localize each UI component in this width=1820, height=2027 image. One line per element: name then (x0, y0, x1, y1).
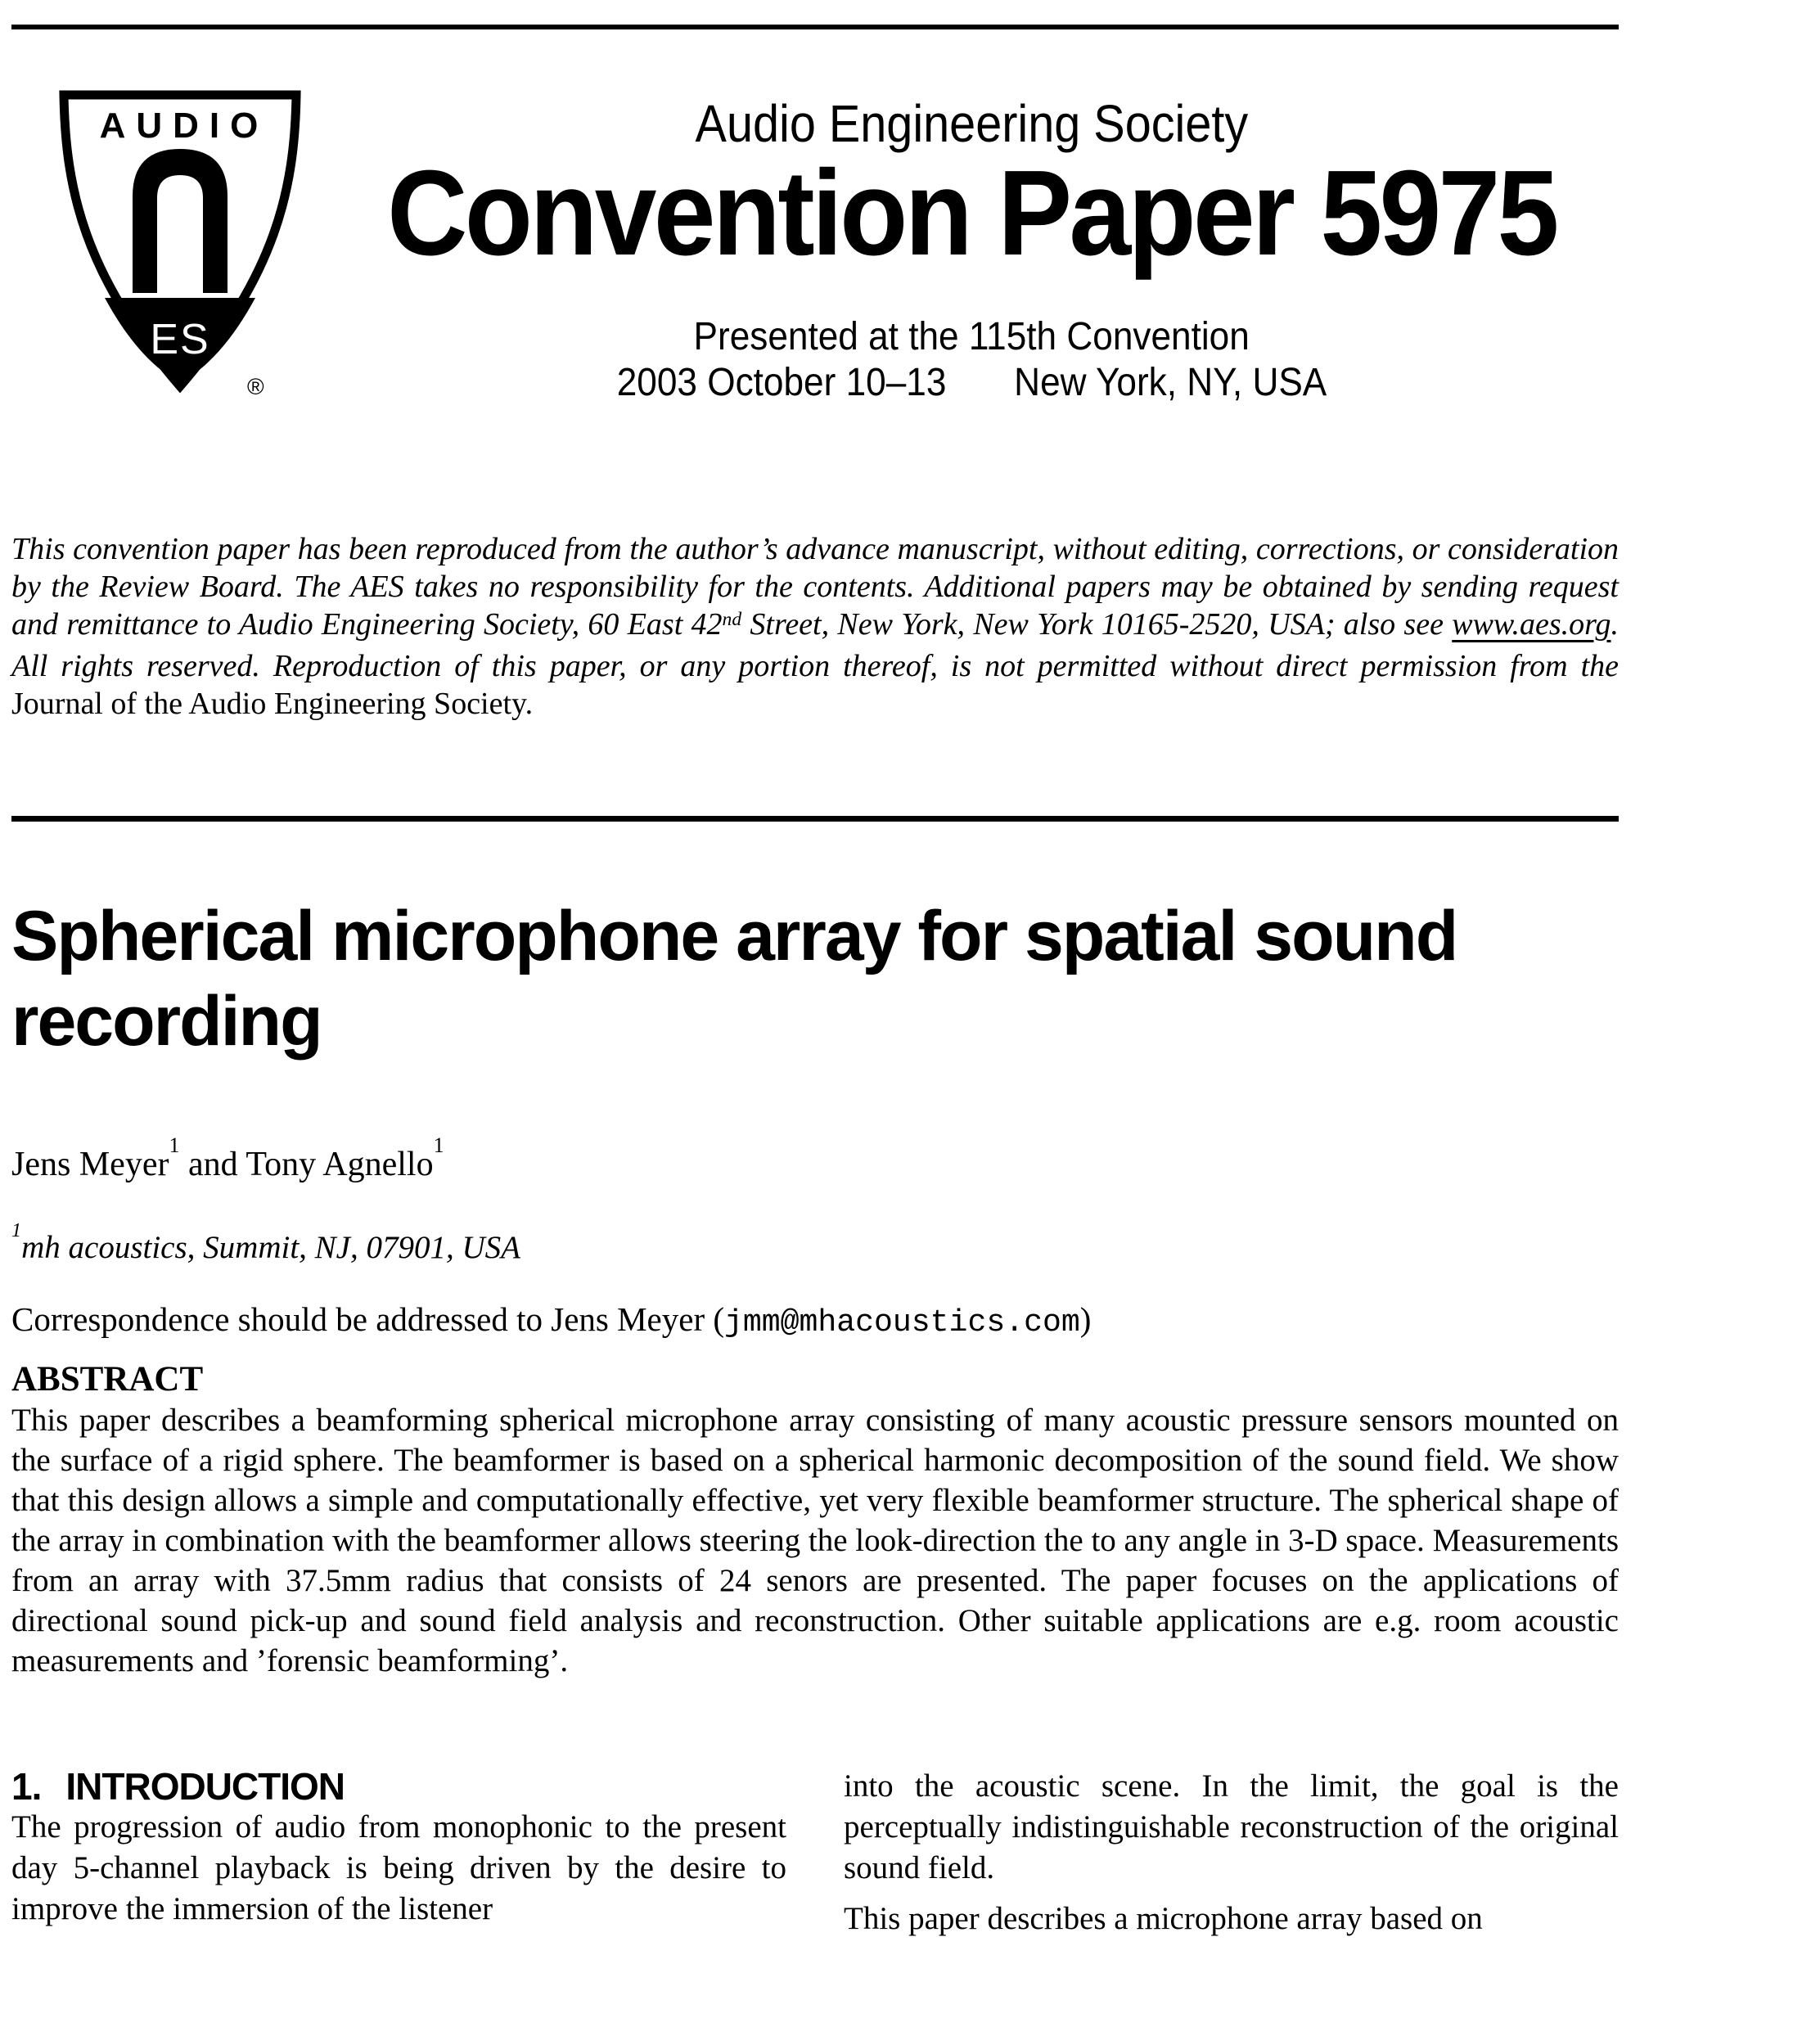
presented-line: Presented at the 115th Convention (693, 315, 1250, 358)
section-divider-rule (11, 816, 1619, 822)
two-column-body (11, 1766, 1619, 1939)
paper-title-line-1: Spherical microphone array for spatial sound (11, 897, 1457, 975)
affiliation-text: mh acoustics, Summit, NJ, 07901, USA (21, 1230, 520, 1265)
aes-logo-icon (57, 90, 303, 401)
author-2-affiliation-mark: 1 (433, 1133, 444, 1157)
author-2-name: Tony Agnello (246, 1146, 434, 1183)
disclaimer-text-2: Street, New York, New York 10165-2520, USA; also see (741, 607, 1453, 642)
authors-line (11, 1133, 1820, 1187)
affiliation-mark: 1 (11, 1218, 22, 1241)
section-title: INTRODUCTION (65, 1765, 345, 1808)
registered-trademark-icon: ® (247, 374, 264, 399)
introduction-paragraph-right-1: into the acoustic scene. In the limit, the goal is the perceptually indistinguishable reconstruction of the original sound field. (844, 1768, 1619, 1885)
author-1-affiliation-mark: 1 (169, 1133, 180, 1157)
date-location-line (327, 360, 1616, 406)
masthead (0, 29, 1820, 406)
abstract-heading: ABSTRACT (11, 1360, 204, 1399)
disclaimer-text-1: This convention paper has been reproduced from the author’s advance manuscript, without editing, corrections, or consideration by the Review Board. The AES takes no responsibility for the contents. Additional papers may be obtained by sending request and remittance to Audio Engineering Society, 60 East 42 (11, 532, 1619, 642)
section-number: 1. (11, 1765, 42, 1808)
aes-logo-audio-text: AUDIO (99, 106, 269, 146)
abstract-body: This paper describes a beamforming spherical microphone array consisting of many acoustic pressure sensors mounted on the surface of a rigid sphere. The beamformer is based on a spherical harmonic decomposition of the sound field. We show that this design allows a simple and computationally effective, yet very flexible beamformer structure. The spherical shape of the array in combination with the beamformer allows steering the look-direction the to any angle in 3-D space. Measurements from an array with 37.5mm radius that consists of 24 senors are presented. The paper focuses on the applications of directional sound pick-up and sound field analysis and reconstruction. Other suitable applications are e.g. room acoustic measurements and ’forensic beamforming’. (11, 1403, 1619, 1678)
left-column (11, 1766, 786, 1939)
section-heading-introduction (11, 1766, 786, 1807)
affiliation-line (11, 1218, 1820, 1268)
paper-title (11, 894, 1619, 1064)
copyright-disclaimer (11, 530, 1619, 723)
correspondence-text: Correspondence should be addressed to Jens Meyer ( (11, 1300, 725, 1338)
journal-name: Journal of the Audio Engineering Society. (11, 687, 534, 721)
ordinal-superscript: nd (722, 609, 742, 631)
society-name: Audio Engineering Society (695, 94, 1249, 153)
correspondence-email[interactable]: jmm@mhacoustics.com (724, 1305, 1080, 1340)
authors-joiner: and (179, 1146, 246, 1183)
disclaimer-text-3: . All rights reserved. Reproduction of this paper, or any portion thereof, is not permitted without direct permission from the (11, 607, 1619, 683)
convention-paper-number: Convention Paper 5975 (387, 146, 1556, 281)
paper-title-line-2: recording (11, 982, 322, 1061)
correspondence-line (11, 1298, 1820, 1345)
right-column (844, 1766, 1619, 1939)
convention-date: 2003 October 10–13 (616, 361, 947, 404)
introduction-paragraph-right-2: This paper describes a microphone array based on (844, 1901, 1483, 1936)
aes-website-link[interactable]: www.aes.org (1452, 607, 1611, 642)
introduction-paragraph-left: The progression of audio from monophonic to the present day 5-channel playback is being driven by the desire to improve the immersion of the listener (11, 1809, 786, 1926)
aes-logo-es-text: ES (150, 316, 210, 363)
correspondence-closing-paren: ) (1079, 1300, 1092, 1338)
convention-location: New York, NY, USA (1014, 361, 1327, 404)
author-1-name: Jens Meyer (11, 1146, 169, 1183)
